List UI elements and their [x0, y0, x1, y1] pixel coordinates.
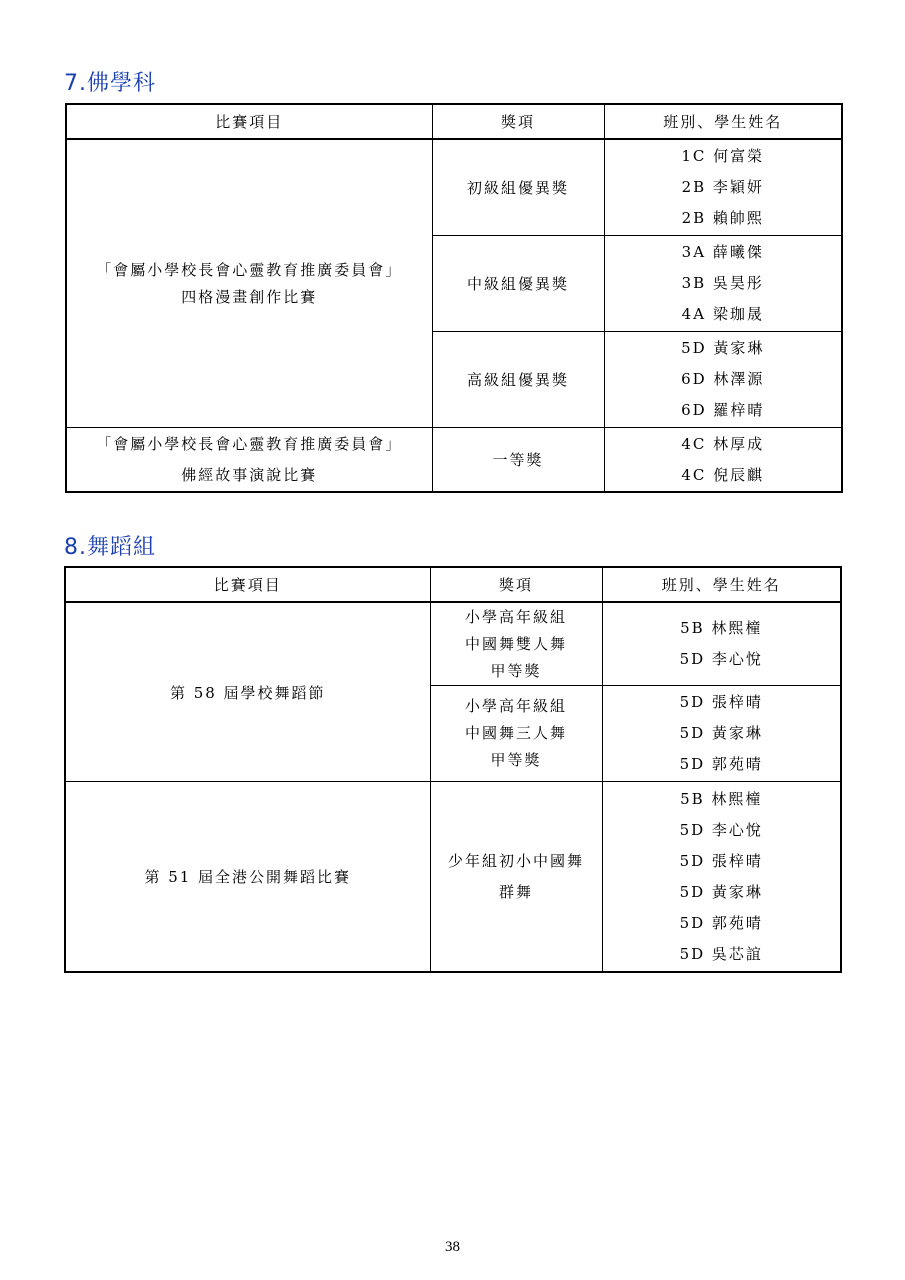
award-cell: 初級組優異獎 [432, 139, 604, 236]
table-row [65, 602, 841, 686]
competition-cell: 第 58 屆學校舞蹈節 [65, 602, 430, 782]
competition-cell: 第 51 屆全港公開舞蹈比賽 [65, 782, 430, 973]
table-row [66, 428, 842, 493]
award-cell: 高級組優異獎 [432, 332, 604, 428]
table-row [65, 782, 841, 973]
dance-awards-table [64, 566, 842, 973]
students-cell: 5B 林熙橦 5D 李心悅 5D 張梓晴 5D 黃家琳 5D 郭苑晴 5D 吳芯誼 [602, 782, 841, 973]
students-cell: 3A 薛曦傑 3B 吳昊彤 4A 梁珈晟 [604, 236, 842, 332]
section-7-title: 7.佛學科 [64, 71, 156, 96]
table-header-row [65, 567, 841, 602]
award-cell: 小學高年級組 中國舞三人舞 甲等獎 [430, 686, 602, 782]
page-number: 38 [445, 1239, 460, 1255]
table-header-row [66, 104, 842, 139]
students-cell: 5D 黃家琳 6D 林澤源 6D 羅梓晴 [604, 332, 842, 428]
header-student: 班別、學生姓名 [604, 104, 842, 139]
award-cell: 中級組優異獎 [432, 236, 604, 332]
header-competition: 比賽項目 [65, 567, 430, 602]
header-student: 班別、學生姓名 [602, 567, 841, 602]
students-cell: 4C 林厚成 4C 倪辰麒 [604, 428, 842, 493]
header-award: 獎項 [430, 567, 602, 602]
award-cell: 一等獎 [432, 428, 604, 493]
table-row [66, 139, 842, 236]
buddhism-awards-table [65, 103, 843, 493]
header-award: 獎項 [432, 104, 604, 139]
header-competition: 比賽項目 [66, 104, 432, 139]
students-cell: 5B 林熙橦 5D 李心悅 [602, 602, 841, 686]
award-cell: 小學高年級組 中國舞雙人舞 甲等獎 [430, 602, 602, 686]
students-cell: 5D 張梓晴 5D 黃家琳 5D 郭苑晴 [602, 686, 841, 782]
students-cell: 1C 何富榮 2B 李穎妍 2B 賴帥熙 [604, 139, 842, 236]
competition-cell: 「會屬小學校長會心靈教育推廣委員會」 佛經故事演說比賽 [66, 428, 432, 493]
award-cell: 少年組初小中國舞 群舞 [430, 782, 602, 973]
section-8-title: 8.舞蹈組 [64, 535, 156, 560]
competition-cell: 「會屬小學校長會心靈教育推廣委員會」 四格漫畫創作比賽 [66, 139, 432, 428]
